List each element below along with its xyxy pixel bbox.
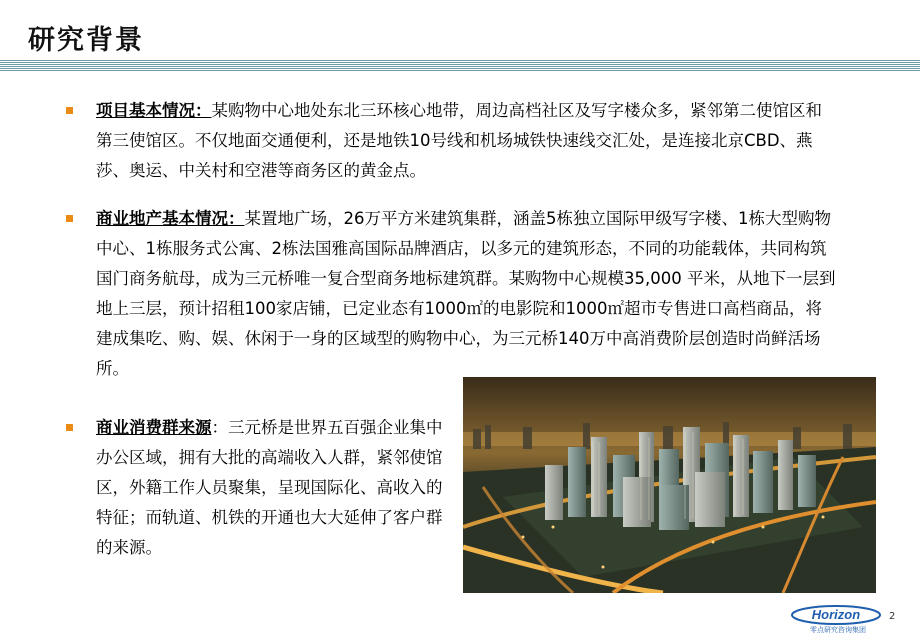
logo-brand: Horizon [811, 607, 861, 622]
title-divider [0, 60, 920, 72]
bullet-project-basics [96, 96, 836, 186]
bullet-text: 某置地广场，26万平方米建筑集群，涵盖5栋独立国际甲级写字楼、1栋大型购物中心、1栋服务式公寓、2栋法国雅高国际品牌酒店，以多元的建筑形态，不同的功能载体，共同构筑国门商务航母，成为三元桥唯一复合型商务地标建筑群。某购物中心规模35,000 平米，从地下一层到地上三层，预计招租100家店铺，已定业态有1000㎡的电影院和1000㎡超市专售进口高档商品，将建成集吃、购、娱、休闲于一身的区域型的购物中心，为三元桥140万中高消费阶层创造时尚鲜活场所。 [96, 209, 836, 378]
bullet-label: 项目基本情况： [96, 101, 212, 120]
city-aerial-photo [463, 377, 876, 593]
slide-title: 研究背景 [28, 25, 144, 56]
bullet-text: ：三元桥是世界五百强企业集中办公区域，拥有大批的高端收入人群，紧邻使馆区，外籍工作人员聚集，呈现国际化、高收入的特征；而轨道、机铁的开通也大大延伸了客户群的来源。 [96, 418, 443, 557]
bullet-consumer-source [96, 413, 448, 563]
city-aerial-illustration [463, 377, 876, 593]
bullet-label: 商业消费群来源 [96, 418, 212, 437]
bullet-marker [66, 107, 73, 114]
bullet-text: 某购物中心地处东北三环核心地带，周边高档社区及写字楼众多，紧邻第二使馆区和第三使馆区。不仅地面交通便利，还是地铁10号线和机场城铁快速线交汇处，是连接北京CBD、燕莎、奥运、中关村和空港等商务区的黄金点。 [96, 101, 822, 180]
horizon-logo-icon [790, 602, 886, 634]
page-number: 2 [889, 611, 896, 622]
bullet-marker [66, 424, 73, 431]
bullet-label: 商业地产基本情况： [96, 209, 245, 228]
logo-tagline: 零点研究咨询集团 [810, 626, 866, 634]
bullet-commercial-real-estate [96, 204, 836, 384]
bullet-marker [66, 215, 73, 222]
company-logo [790, 602, 886, 634]
